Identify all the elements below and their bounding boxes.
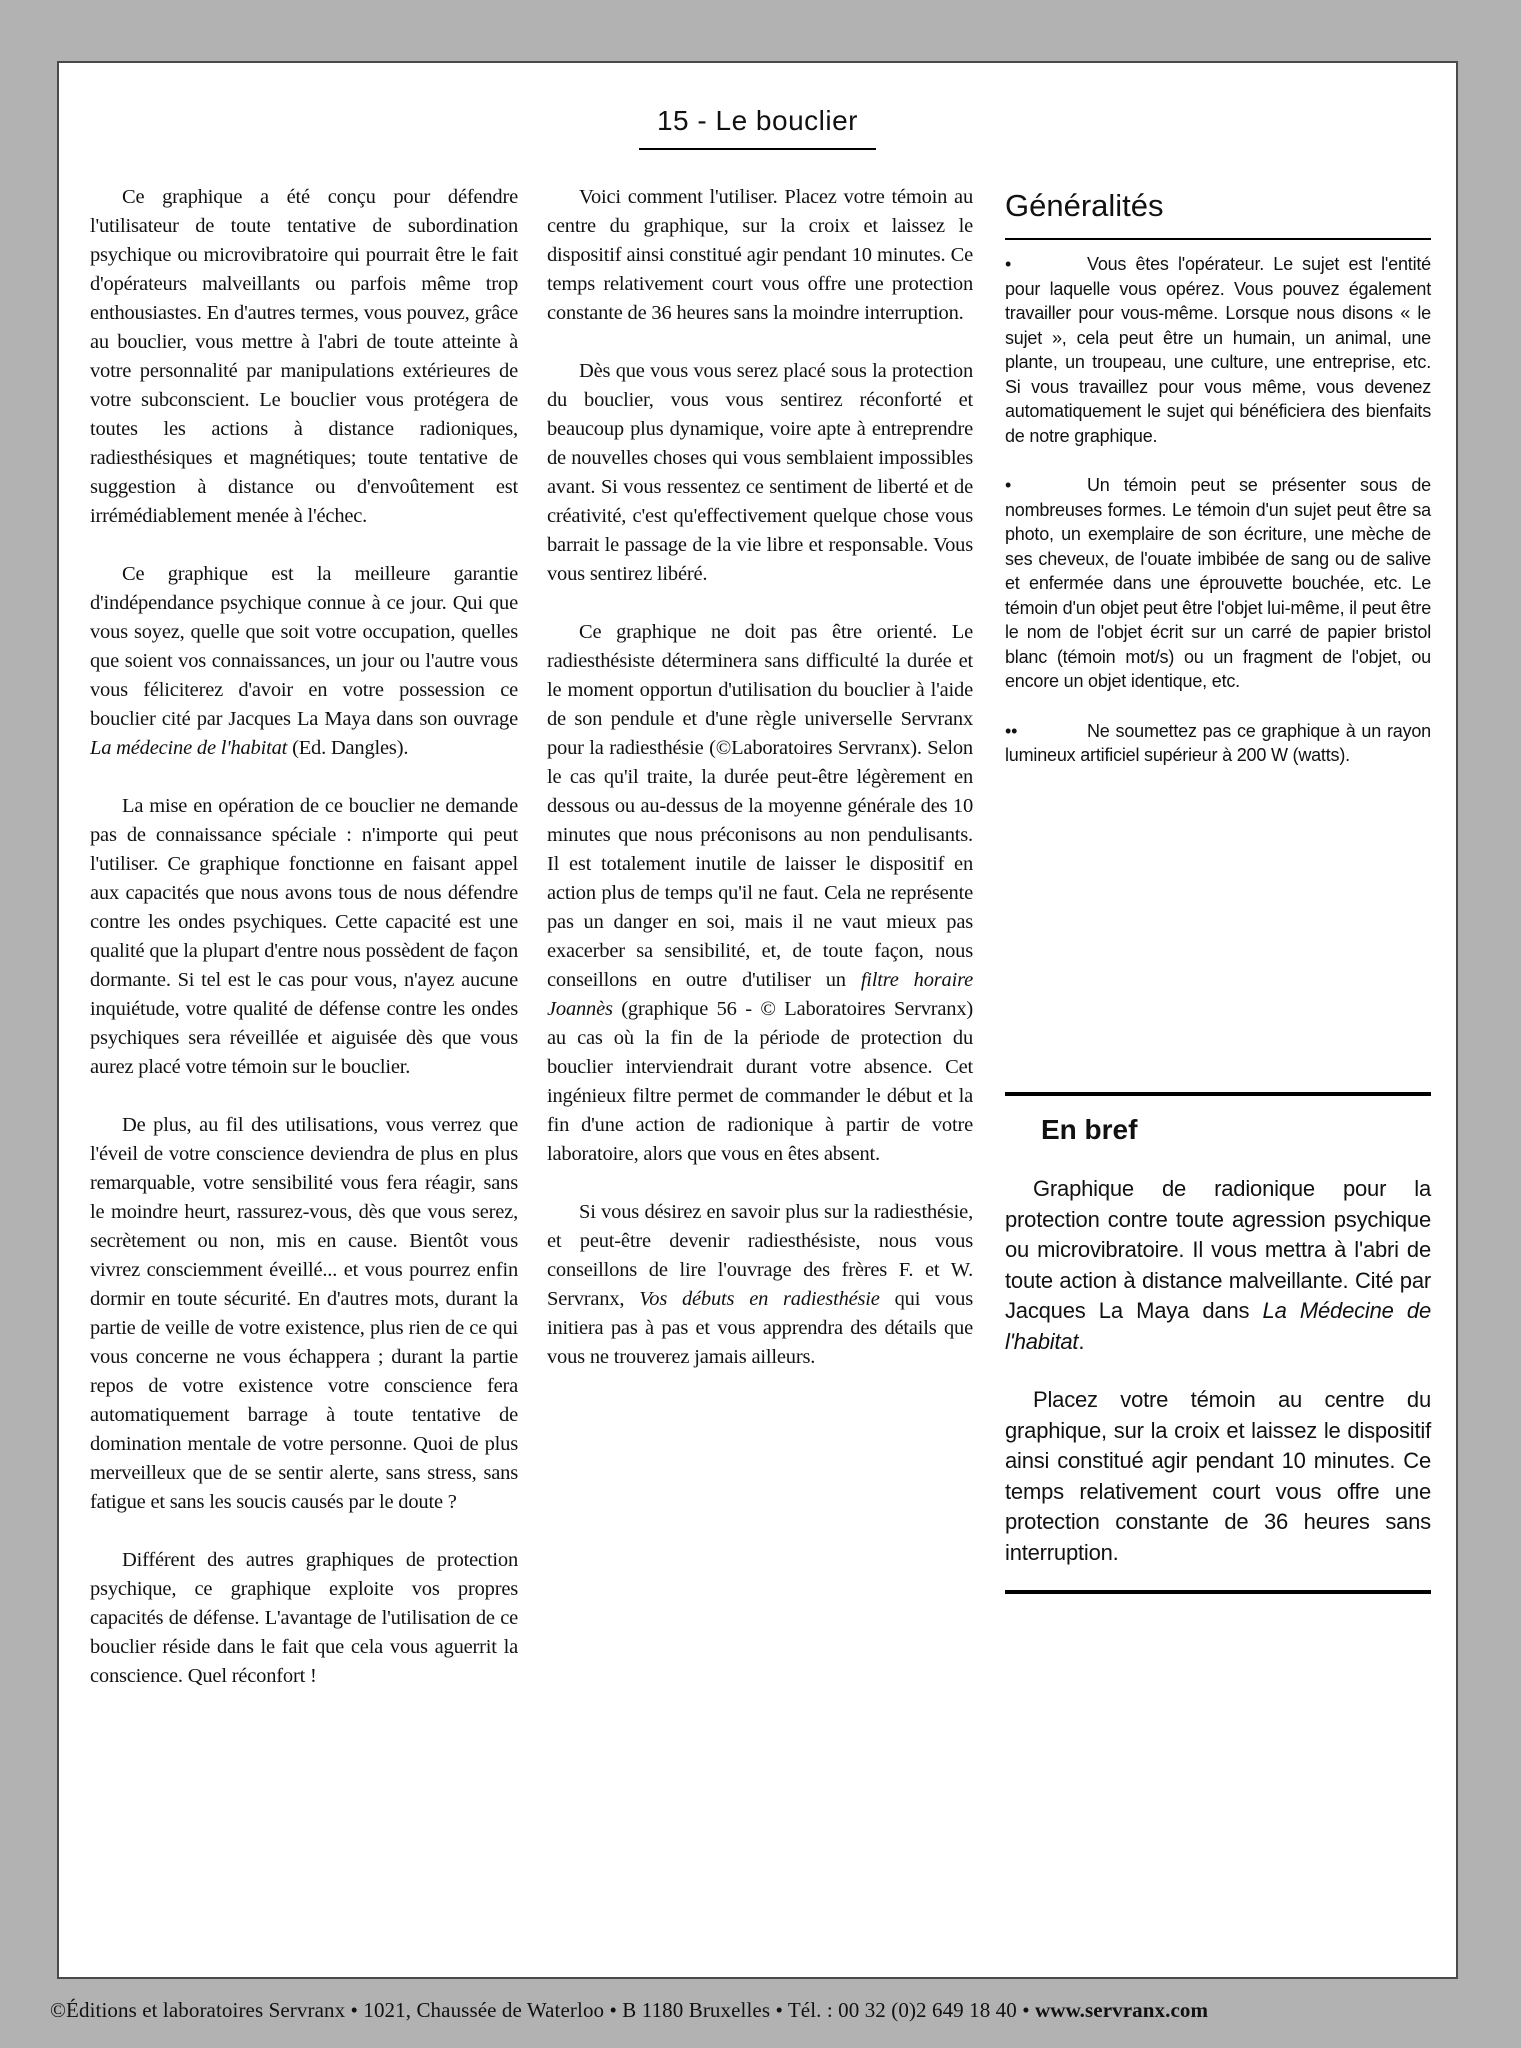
- book-title-italic: Vos débuts en radiesthésie: [639, 1288, 880, 1310]
- heading-rule: [1005, 238, 1431, 240]
- bullet-marker: •: [1005, 475, 1012, 495]
- paragraph: De plus, au fil des utilisations, vous verrez que l'éveil de votre conscience deviendra de plus en plus remarquable, votre sensibilité vous fera réagir, sans le moindre heurt, rassurez-vous, dès que vous serez, secrètement ou non, mis en cause. Bientôt vous vivrez consciemment éveillé... et vous pourrez enfin dormir en toute sécurité. En d'autres mots, durant la partie de veille de votre existence, plus rien de ce qui vous concerne ne vous échappera ; durant la partie repos de votre existence votre conscience fera automatiquement barrage à toute tentative de domination mentale de votre personne. Quoi de plus merveilleux que de se sentir alerte, sans stress, sans fatigue et sans les soucis causés par le doute ?: [90, 1114, 518, 1513]
- generalites-heading: Généralités: [1005, 188, 1164, 223]
- en-bref-section: [1005, 1092, 1431, 1594]
- bullet-marker: ••: [1005, 720, 1018, 741]
- bullet-item: [1005, 252, 1431, 448]
- paragraph: Voici comment l'utiliser. Placez votre témoin au centre du graphique, sur la croix et laissez le dispositif ainsi constitué agir pendant 10 minutes. Ce temps relativement court vous offre une protection constante de 36 heures sans la moindre interruption.: [547, 186, 973, 324]
- bullet-text: Vous êtes l'opérateur. Le sujet est l'entité pour laquelle vous opérez. Vous pouvez également travailler pour vous-même. Lorsque nous disons « le sujet », cela peut être un humain, un animal, une plante, un troupeau, une culture, une entreprise, etc. Si vous travaillez pour vous même, vous devenez automatiquement le sujet qui bénéficiera des bienfaits de notre graphique.: [1005, 254, 1431, 446]
- paragraph: La mise en opération de ce bouclier ne demande pas de connaissance spéciale : n'importe qui peut l'utiliser. Ce graphique fonctionne en faisant appel aux capacités que nous avons tous de nous défendre contre les ondes psychiques. Cette capacité est une qualité que la plupart d'entre nous possèdent de façon dormante. Si tel est le cas pour vous, n'ayez aucune inquiétude, votre qualité de défense contre les ondes psychiques sera réveillée et aiguisée dès que vous aurez placé votre témoin sur le bouclier.: [90, 795, 518, 1078]
- column-2: [547, 183, 973, 1372]
- paragraph: Différent des autres graphiques de protection psychique, ce graphique exploite vos propres capacités de défense. L'avantage de l'utilisation de ce bouclier réside dans le fait que cela vous aguerrit la conscience. Quel réconfort !: [90, 1549, 518, 1687]
- en-bref-rule-bottom: [1005, 1590, 1431, 1594]
- paragraph: Placez votre témoin au centre du graphique, sur la croix et laissez le dispositif ainsi constitué agir pendant 10 minutes. Ce temps relativement court vous offre une protection constante de 36 heures sans interruption.: [1005, 1387, 1431, 1565]
- paragraph: Dès que vous vous serez placé sous la protection du bouclier, vous vous sentirez réconforté et beaucoup plus dynamique, voire apte à entreprendre de nouvelles choses qui vous semblaient impossibles avant. Si vous ressentez ce sentiment de liberté et de créativité, c'est qu'effectivement quelque chose vous barrait le passage de la vie libre et responsable. Vous vous sentirez libéré.: [547, 360, 973, 585]
- en-bref-rule-top: [1005, 1092, 1431, 1096]
- bullet-item: [1005, 473, 1431, 694]
- document-page: [57, 61, 1458, 1979]
- filter-name-italic: filtre horaire Joannès: [547, 969, 973, 1020]
- bullet-text: Ne soumettez pas ce graphique à un rayon lumineux artificiel supérieur à 200 W (watts).: [1005, 720, 1431, 765]
- paragraph: Si vous désirez en savoir plus sur la radiesthésie, et peut-être devenir radiesthésiste, nous vous conseillons de lire l'ouvrage des frères F. et W. Servranx, Vos débuts en radiesthésie qui vous initiera pas à pas et vous apprendra des détails que vous ne trouverez jamais ailleurs.: [547, 1201, 973, 1368]
- page-title-container: [59, 105, 1456, 150]
- paragraph: Ce graphique ne doit pas être orienté. Le radiesthésiste déterminera sans difficulté la durée et le moment opportun d'utilisation du bouclier à l'aide de son pendule et d'une règle universelle Servranx pour la radiesthésie (©Laboratoires Servranx). Selon le cas qu'il traite, la durée peut-être légèrement en dessous ou au-dessus de la moyenne générale des 10 minutes que nous préconisons au non pendulisants. Il est totalement inutile de laisser le dispositif en action plus de temps qu'il ne faut. Cela ne représente pas un danger en soi, mais il ne vaut mieux pas exacerber sa sensibilité, et, de toute façon, nous conseillons en outre d'utiliser un filtre horaire Joannès (graphique 56 - © Laboratoires Servranx) au cas où la fin de la période de protection du bouclier interviendrait durant votre absence. Cet ingénieux filtre permet de commander le début et la fin d'une action de radionique à partir de votre laboratoire, alors que vous en êtes absent.: [547, 621, 973, 1165]
- paragraph: Ce graphique a été conçu pour défendre l'utilisateur de toute tentative de subordination psychique ou microvibratoire qui pourrait être le fait d'opérateurs malveillants ou parfois même trop enthousiastes. En d'autres termes, vous pouvez, grâce au bouclier, vous mettre à l'abri de toute atteinte à votre personnalité par manipulations extérieures de votre subconscient. Le bouclier vous protégera de toutes les actions à distance radioniques, radiesthésiques et magnétiques; toute tentative de suggestion à distance ou d'envoûtement est irrémédiablement menée à l'échec.: [90, 186, 518, 527]
- footer-text: ©Éditions et laboratoires Servranx • 1021, Chaussée de Waterloo • B 1180 Bruxelles • Tél. : 00 32 (0)2 649 18 40 •: [50, 1998, 1036, 2022]
- paragraph: Graphique de radionique pour la protection contre toute agression psychique ou microvibratoire. Il vous mettra à l'abri de toute action à distance malveillante. Cité par Jacques La Maya dans La Médecine de l'habitat.: [1005, 1176, 1431, 1354]
- footer-website: www.servranx.com: [1035, 1998, 1209, 2022]
- bullet-marker: •: [1005, 254, 1012, 274]
- paragraph: Ce graphique est la meilleure garantie d'indépendance psychique connue à ce jour. Qui que vous soyez, quelle que soit votre occupation, quelles que soient vos connaissances, un jour ou l'autre vous vous féliciterez d'avoir en votre possession ce bouclier cité par Jacques La Maya dans son ouvrage La médecine de l'habitat (Ed. Dangles).: [90, 563, 518, 759]
- bullet-text: Un témoin peut se présenter sous de nombreuses formes. Le témoin d'un sujet peut être sa photo, un exemplaire de son écriture, une mèche de ses cheveux, de l'ouate imbibée de sang ou de salive et enfermée dans une éprouvette bouchée, etc. Le témoin d'un objet peut être l'objet lui-même, il peut être le nom de l'objet écrit sur un carré de papier bristol blanc (témoin mot/s) ou un fragment de l'objet, ou encore un objet identique, etc.: [1005, 475, 1431, 691]
- en-bref-heading: En bref: [1041, 1114, 1138, 1145]
- column-1: [90, 183, 518, 1691]
- book-title-italic: La médecine de l'habitat: [90, 737, 288, 759]
- bullet-item: [1005, 719, 1431, 768]
- book-title-italic: La Médecine de l'habitat: [1005, 1298, 1431, 1354]
- page-title: 15 - Le bouclier: [639, 105, 876, 150]
- footer: [50, 1998, 1208, 2023]
- column-3-generalites: [1005, 188, 1431, 768]
